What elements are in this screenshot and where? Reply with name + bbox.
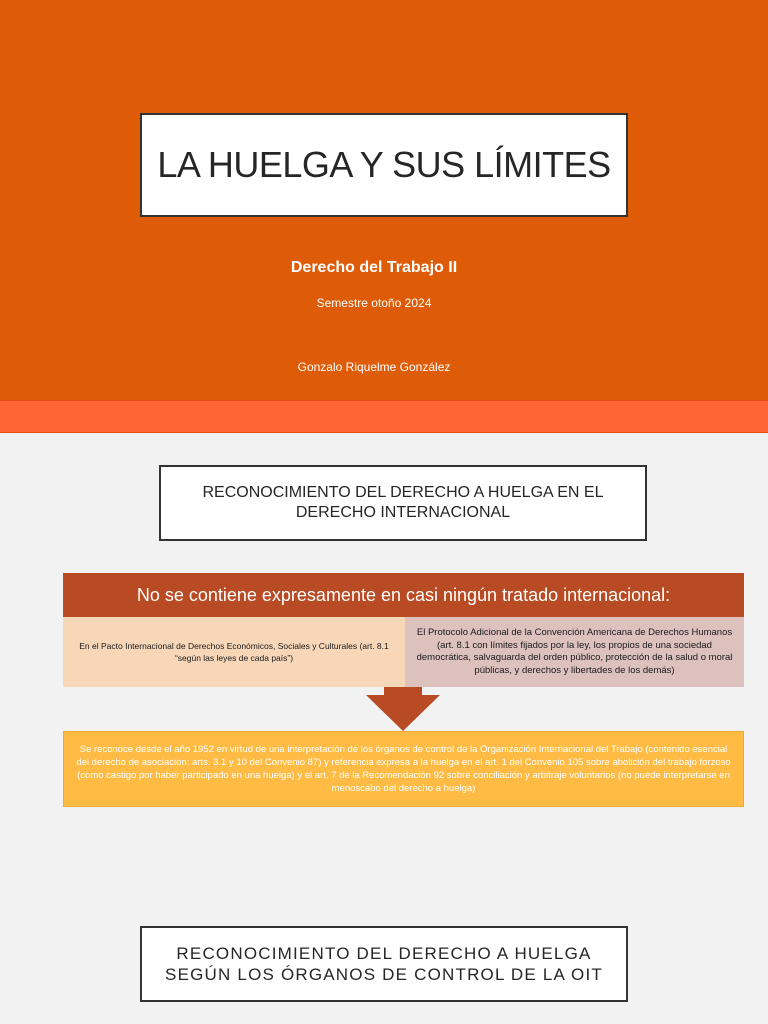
section-heading-text: RECONOCIMIENTO DEL DERECHO A HUELGA EN EL DERECHO INTERNACIONAL xyxy=(202,484,604,521)
down-arrow-icon xyxy=(366,687,440,731)
oit-recognition-text: Se reconoce desde el año 1952 en virtud de una interpretación de los órganos de control de la Organización Internacional del Trabajo (contenido esencial del derecho de asociación: arts. 3.1 y 10 del Convenio 87) y referencia expresa a la huelga en el art. 1 del Convenio 105 sobre abolición del trabajo forzoso (como castigo por haber participado en una huelga) y el art. 7 de la Recomendación 92 sobre conciliación y arbitraje voluntarios (no puede interpretarse en menoscabo del derecho a huelga) xyxy=(76,744,731,794)
protocol-text: El Protocolo Adicional de la Convención Americana de Derechos Humanos (art. 8.1 con límites fijados por la ley, los propios de una sociedad democrática, salvaguarda del orden público, protección de la salud o moral públicas, y derechos y libertades de los demás) xyxy=(416,627,733,676)
divider-stripe xyxy=(0,400,768,433)
pidesc-cell xyxy=(63,617,405,687)
treaty-band xyxy=(63,573,744,617)
section-heading-international xyxy=(159,465,647,541)
protocol-cell xyxy=(405,617,744,687)
oit-recognition-box xyxy=(63,731,744,807)
title-slide xyxy=(0,0,768,400)
presentation-title: LA HUELGA Y SUS LÍMITES xyxy=(157,144,611,185)
pidesc-text: En el Pacto Internacional de Derechos Económicos, Sociales y Culturales (art. 8.1 “según las leyes de cada país”) xyxy=(79,641,389,663)
treaty-band-text: No se contiene expresamente en casi ningún tratado internacional: xyxy=(136,584,671,605)
section-heading-oit-text: RECONOCIMIENTO DEL DERECHO A HUELGA SEGÚN LOS ÓRGANOS DE CONTROL DE LA OIT xyxy=(165,944,603,984)
title-box xyxy=(140,113,628,217)
semester: Semestre otoño 2024 xyxy=(316,296,432,310)
course-name: Derecho del Trabajo II xyxy=(290,259,458,276)
section-heading-oit xyxy=(140,926,628,1002)
author-name: Gonzalo Riquelme González xyxy=(297,360,451,374)
